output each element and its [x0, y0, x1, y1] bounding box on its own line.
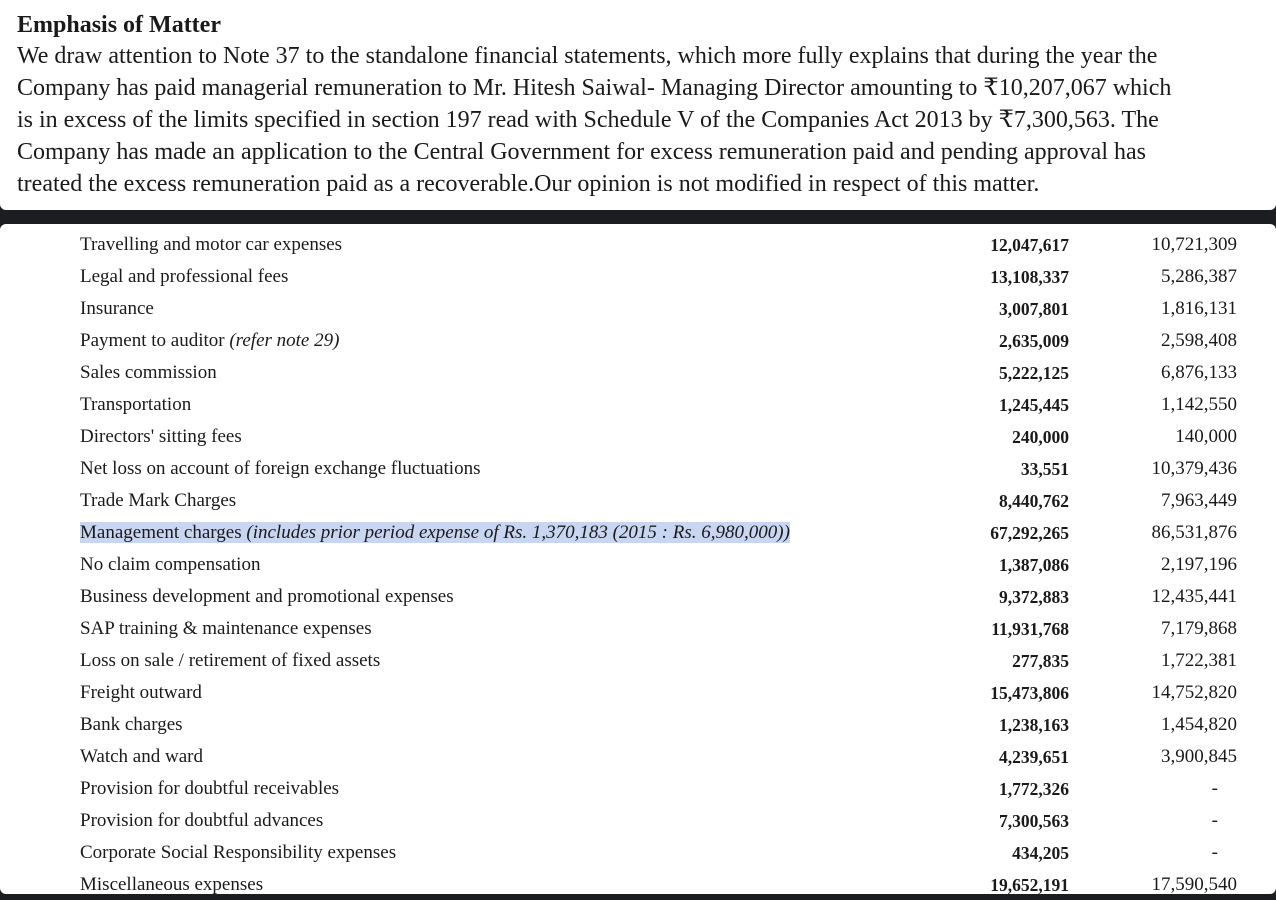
expense-label: Net loss on account of foreign exchange fluctuations [80, 458, 481, 479]
previous-year-value: 3,900,845 [1161, 746, 1237, 767]
previous-year-value: 2,197,196 [1161, 554, 1237, 575]
expense-label: Trade Mark Charges [80, 490, 237, 511]
expense-label: Transportation [80, 394, 192, 415]
current-year-value: 4,239,651 [999, 747, 1069, 767]
previous-year-value: 10,721,309 [1151, 234, 1237, 255]
table-row [0, 229, 1276, 261]
previous-year-value: 1,454,820 [1161, 714, 1237, 735]
table-row [0, 549, 1276, 581]
table-row [0, 293, 1276, 325]
previous-year-value: 7,179,868 [1161, 618, 1237, 639]
expense-note: (refer note 29) [229, 330, 340, 351]
current-year-value: 240,000 [1012, 427, 1069, 447]
emphasis-line: Company has made an application to the Central Government for excess remuneration paid and pending approval has [17, 139, 1146, 165]
previous-year-value: - [1211, 842, 1218, 863]
table-row [0, 805, 1276, 837]
emphasis-of-matter-panel [0, 0, 1276, 210]
table-row [0, 741, 1276, 773]
current-year-value: 277,835 [1012, 651, 1069, 671]
expense-label: Travelling and motor car expenses [80, 234, 343, 255]
table-row [0, 613, 1276, 645]
table-row [0, 773, 1276, 805]
expense-label [80, 325, 339, 357]
previous-year-value: 12,435,441 [1151, 586, 1237, 607]
current-year-value: 15,473,806 [990, 683, 1069, 703]
table-row [0, 645, 1276, 677]
previous-year-value: 1,816,131 [1161, 298, 1237, 319]
emphasis-line: treated the excess remuneration paid as a recoverable.Our opinion is not modified in respect of this matter. [17, 171, 1040, 197]
expense-label: Provision for doubtful advances [80, 810, 324, 831]
table-row [0, 357, 1276, 389]
emphasis-line: Company has paid managerial remuneration to Mr. Hitesh Saiwal- Managing Director amounting to ₹10,207,067 which [17, 75, 1172, 101]
table-row [0, 389, 1276, 421]
previous-year-value: 140,000 [1175, 426, 1237, 447]
current-year-value: 434,205 [1012, 843, 1069, 863]
previous-year-value: 7,963,449 [1161, 490, 1237, 511]
current-year-value: 5,222,125 [999, 363, 1069, 383]
emphasis-line: is in excess of the limits specified in section 197 read with Schedule V of the Companies Act 2013 by ₹7,300,563. The [17, 107, 1159, 133]
expense-label: SAP training & maintenance expenses [80, 618, 372, 639]
table-row [0, 869, 1276, 894]
expense-note: (includes prior period expense of Rs. 1,370,183 (2015 : Rs. 6,980,000)) [246, 522, 790, 543]
expense-label: Provision for doubtful receivables [80, 778, 340, 799]
expense-label-text: Management charges [80, 522, 242, 543]
table-row [0, 837, 1276, 869]
previous-year-value: - [1211, 778, 1218, 799]
previous-year-value: 1,722,381 [1161, 650, 1237, 671]
current-year-value: 11,931,768 [991, 619, 1069, 639]
current-year-value: 1,772,326 [999, 779, 1069, 799]
current-year-value: 2,635,009 [999, 331, 1069, 351]
current-year-value: 33,551 [1020, 459, 1069, 479]
expense-label: Loss on sale / retirement of fixed assets [80, 650, 381, 671]
current-year-value: 7,300,563 [999, 811, 1069, 831]
table-row-selected [0, 517, 1276, 549]
expense-label: Sales commission [80, 362, 217, 383]
current-year-value: 12,047,617 [990, 235, 1069, 255]
table-row [0, 485, 1276, 517]
expense-label: No claim compensation [80, 554, 261, 575]
expense-label: Miscellaneous expenses [80, 874, 264, 894]
emphasis-line: We draw attention to Note 37 to the standalone financial statements, which more fully explains that during the year the [17, 43, 1158, 69]
previous-year-value: 17,590,540 [1151, 874, 1237, 894]
previous-year-value: 1,142,550 [1161, 394, 1237, 415]
previous-year-value: 14,752,820 [1151, 682, 1237, 703]
current-year-value: 1,387,086 [999, 555, 1069, 575]
current-year-value: 19,652,191 [990, 875, 1069, 894]
expense-label[interactable] [80, 517, 790, 549]
expenses-table-panel [0, 224, 1276, 894]
table-row [0, 677, 1276, 709]
current-year-value: 1,238,163 [999, 715, 1069, 735]
expense-label-text: Payment to auditor [80, 330, 225, 351]
previous-year-value: 86,531,876 [1151, 522, 1237, 543]
expense-label: Business development and promotional expenses [80, 586, 454, 607]
expense-label: Watch and ward [80, 746, 203, 767]
expense-label: Directors' sitting fees [80, 426, 242, 447]
expense-label: Insurance [80, 298, 154, 319]
expense-label: Corporate Social Responsibility expenses [80, 842, 397, 863]
previous-year-value: 6,876,133 [1161, 362, 1237, 383]
table-row [0, 453, 1276, 485]
table-row [0, 421, 1276, 453]
current-year-value: 1,245,445 [999, 395, 1069, 415]
expense-label: Legal and professional fees [80, 266, 289, 287]
current-year-value: 8,440,762 [999, 491, 1069, 511]
emphasis-heading: Emphasis of Matter [17, 12, 221, 38]
current-year-value: 3,007,801 [999, 299, 1069, 319]
table-row [0, 581, 1276, 613]
table-row [0, 261, 1276, 293]
previous-year-value: 5,286,387 [1161, 266, 1237, 287]
previous-year-value: 2,598,408 [1161, 330, 1237, 351]
previous-year-value: - [1211, 810, 1218, 831]
table-row [0, 325, 1276, 357]
selected-text[interactable] [80, 522, 790, 543]
current-year-value: 67,292,265 [990, 523, 1069, 543]
expense-label: Freight outward [80, 682, 202, 703]
table-row [0, 709, 1276, 741]
previous-year-value: 10,379,436 [1151, 458, 1237, 479]
expense-label: Bank charges [80, 714, 183, 735]
current-year-value: 9,372,883 [999, 587, 1069, 607]
current-year-value: 13,108,337 [990, 267, 1069, 287]
